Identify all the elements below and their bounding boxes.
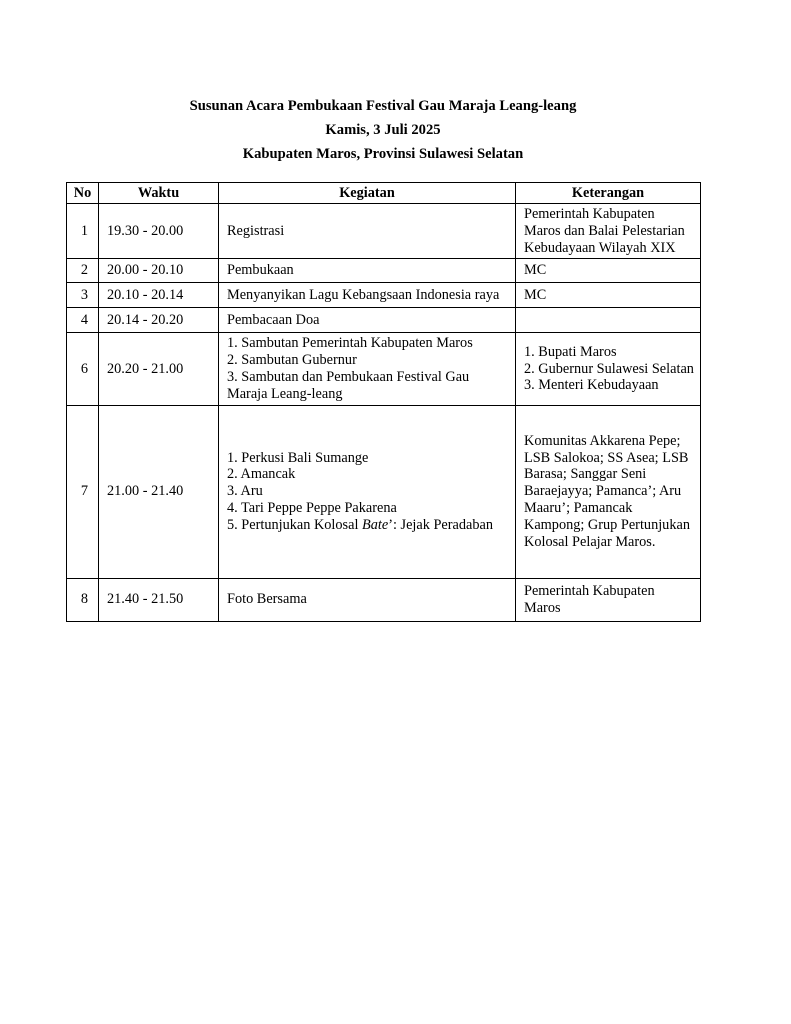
text-line: Kebudayaan Wilayah XIX	[524, 239, 676, 256]
text-line: Maros dan Balai Pelestarian	[524, 222, 685, 239]
cell-kegiatan	[219, 578, 516, 621]
text-line-italic: Bate	[362, 516, 389, 533]
cell-no: 3	[67, 283, 99, 308]
text-line: 3. Sambutan dan Pembukaan Festival Gau	[227, 368, 470, 385]
text-line: Pembacaan Doa	[227, 311, 320, 328]
text-line: Maros	[524, 599, 561, 616]
text-line: 2. Gubernur Sulawesi Selatan	[524, 360, 694, 377]
document-title	[66, 94, 700, 166]
cell-waktu: 21.00 - 21.40	[99, 405, 219, 578]
text-line: Kolosal Pelajar Maros.	[524, 533, 656, 550]
cell-keterangan	[516, 308, 701, 333]
text-line: LSB Salokoa; SS Asea; LSB	[524, 449, 689, 466]
cell-waktu: 21.40 - 21.50	[99, 578, 219, 621]
cell-no: 6	[67, 333, 99, 405]
cell-waktu: 20.10 - 20.14	[99, 283, 219, 308]
text-line: Kampong; Grup Pertunjukan	[524, 516, 690, 533]
cell-keterangan	[516, 283, 701, 308]
text-line: Maraja Leang-leang	[227, 385, 343, 402]
cell-no: 8	[67, 578, 99, 621]
cell-keterangan	[516, 405, 701, 578]
table-row	[67, 308, 701, 333]
table-row	[67, 578, 701, 621]
cell-no: 7	[67, 405, 99, 578]
text-line: 3. Aru	[227, 483, 263, 500]
cell-keterangan	[516, 578, 701, 621]
text-line: 4. Tari Peppe Peppe Pakarena	[227, 499, 397, 516]
text-line-suffix: ’: Jejak Peradaban	[388, 516, 494, 533]
cell-keterangan	[516, 204, 701, 259]
text-line: Barasa; Sanggar Seni	[524, 466, 647, 483]
cell-waktu: 19.30 - 20.00	[99, 204, 219, 259]
table-row	[67, 333, 701, 405]
text-line: 1. Bupati Maros	[524, 343, 617, 360]
text-line: Foto Bersama	[227, 591, 307, 608]
cell-no: 4	[67, 308, 99, 333]
title-line-2: Kamis, 3 Juli 2025	[325, 122, 441, 138]
col-header-no: No	[67, 183, 99, 204]
cell-kegiatan	[219, 333, 516, 405]
cell-waktu: 20.20 - 21.00	[99, 333, 219, 405]
text-line: Komunitas Akkarena Pepe;	[524, 432, 681, 449]
cell-waktu: 20.00 - 20.10	[99, 259, 219, 283]
cell-kegiatan	[219, 283, 516, 308]
col-header-keterangan: Keterangan	[516, 183, 701, 204]
text-line	[227, 517, 511, 534]
text-line-prefix: 5. Pertunjukan Kolosal	[227, 516, 363, 533]
title-line-3: Kabupaten Maros, Provinsi Sulawesi Selatan	[242, 146, 524, 162]
text-line: 2. Sambutan Gubernur	[227, 352, 357, 369]
text-line: Registrasi	[227, 222, 285, 239]
cell-no: 2	[67, 259, 99, 283]
cell-waktu: 20.14 - 20.20	[99, 308, 219, 333]
cell-kegiatan	[219, 405, 516, 578]
cell-no: 1	[67, 204, 99, 259]
table-row	[67, 283, 701, 308]
text-line: 1. Perkusi Bali Sumange	[227, 449, 369, 466]
text-line: MC	[524, 262, 547, 279]
text-line: Pembukaan	[227, 262, 294, 279]
text-line: Pemerintah Kabupaten	[524, 582, 655, 599]
cell-kegiatan	[219, 308, 516, 333]
text-line: Maaru’; Pamancak	[524, 499, 633, 516]
text-line: Menyanyikan Lagu Kebangsaan Indonesia raya	[227, 286, 500, 303]
table-row	[67, 405, 701, 578]
cell-kegiatan	[219, 204, 516, 259]
text-line: 2. Amancak	[227, 466, 296, 483]
text-line: MC	[524, 286, 547, 303]
text-line: 3. Menteri Kebudayaan	[524, 377, 659, 394]
cell-kegiatan	[219, 259, 516, 283]
text-line: Baraejayya; Pamanca’; Aru	[524, 483, 682, 500]
col-header-waktu: Waktu	[99, 183, 219, 204]
text-line: 1. Sambutan Pemerintah Kabupaten Maros	[227, 335, 473, 352]
cell-keterangan	[516, 259, 701, 283]
table-row	[67, 259, 701, 283]
schedule-table	[66, 182, 701, 622]
table-header-row	[67, 183, 701, 204]
col-header-kegiatan: Kegiatan	[219, 183, 516, 204]
title-line-1: Susunan Acara Pembukaan Festival Gau Maraja Leang-leang	[189, 98, 577, 114]
text-line: Pemerintah Kabupaten	[524, 206, 655, 222]
table-row	[67, 204, 701, 259]
cell-keterangan	[516, 333, 701, 405]
